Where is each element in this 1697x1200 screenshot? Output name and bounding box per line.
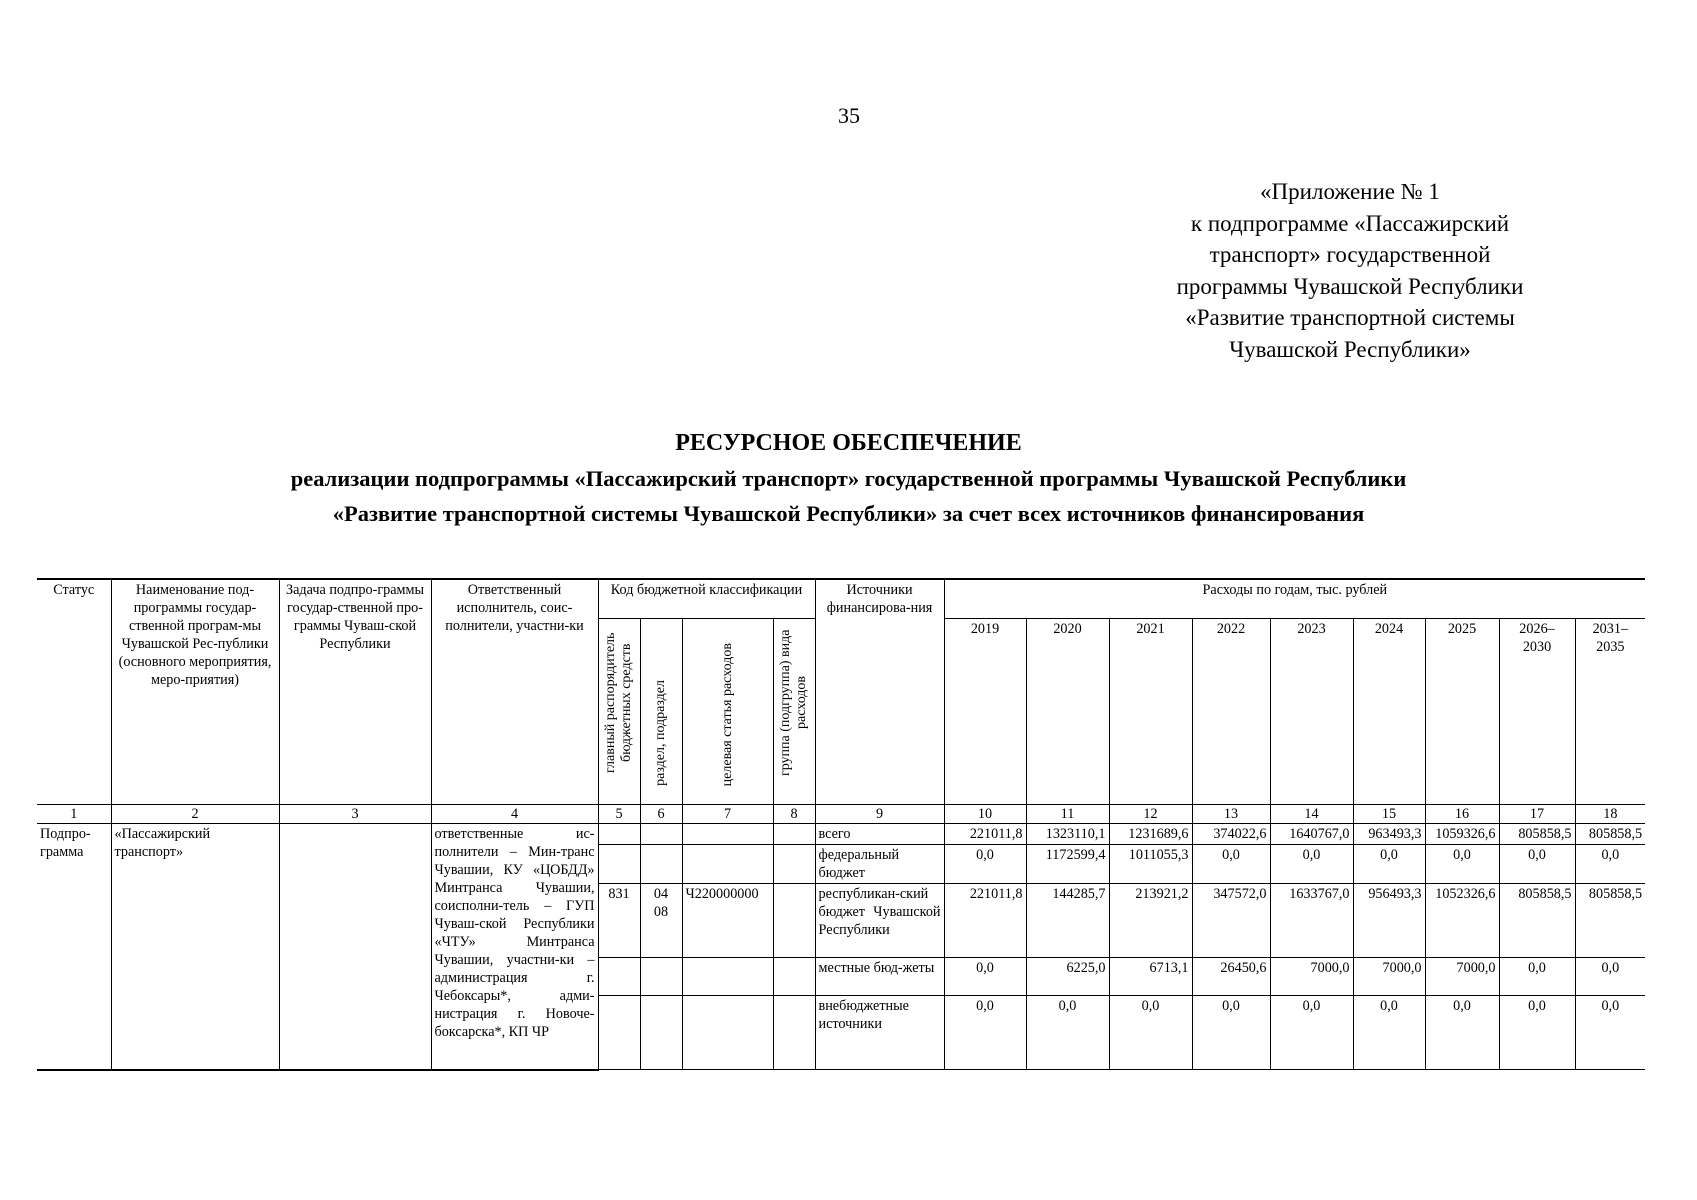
grbs-cell xyxy=(598,958,640,996)
header-year: 2023 xyxy=(1270,619,1353,805)
task-cell xyxy=(279,824,431,1070)
header-section: раздел, подраздел xyxy=(640,619,682,805)
value-cell: 0,0 xyxy=(1353,996,1425,1070)
column-number: 9 xyxy=(815,805,944,824)
status-cell: Подпро-грамма xyxy=(37,824,111,1070)
column-number: 6 xyxy=(640,805,682,824)
column-number: 5 xyxy=(598,805,640,824)
value-cell: 0,0 xyxy=(1109,996,1192,1070)
header-year: 2021 xyxy=(1109,619,1192,805)
target-cell xyxy=(682,996,773,1070)
source-cell: внебюджетные источники xyxy=(815,996,944,1070)
source-cell: федеральный бюджет xyxy=(815,845,944,884)
column-numbers-row xyxy=(37,805,1645,824)
value-cell: 1059326,6 xyxy=(1425,824,1499,845)
resource-table xyxy=(37,578,1645,1071)
grbs-cell xyxy=(598,996,640,1070)
value-cell: 963493,3 xyxy=(1353,824,1425,845)
column-number: 7 xyxy=(682,805,773,824)
value-cell: 144285,7 xyxy=(1026,884,1109,958)
group-cell xyxy=(773,884,815,958)
value-cell: 221011,8 xyxy=(944,824,1026,845)
value-cell: 1231689,6 xyxy=(1109,824,1192,845)
column-number: 1 xyxy=(37,805,111,824)
column-number: 17 xyxy=(1499,805,1575,824)
value-cell: 805858,5 xyxy=(1499,884,1575,958)
header-year: 2026– 2030 xyxy=(1499,619,1575,805)
value-cell: 1052326,6 xyxy=(1425,884,1499,958)
column-number: 15 xyxy=(1353,805,1425,824)
header-target: целевая статья расходов xyxy=(682,619,773,805)
header-year: 2022 xyxy=(1192,619,1270,805)
value-cell: 0,0 xyxy=(1425,845,1499,884)
column-number: 2 xyxy=(111,805,279,824)
value-cell: 213921,2 xyxy=(1109,884,1192,958)
section-cell xyxy=(640,845,682,884)
value-cell: 956493,3 xyxy=(1353,884,1425,958)
section-cell xyxy=(640,996,682,1070)
group-cell xyxy=(773,958,815,996)
group-cell xyxy=(773,824,815,845)
page-number: 35 xyxy=(838,103,860,128)
value-cell: 7000,0 xyxy=(1353,958,1425,996)
header-grbs: главный распорядитель бюджетных средств xyxy=(598,619,640,805)
header-status: Статус xyxy=(37,579,111,805)
appendix-note xyxy=(1150,176,1550,365)
value-cell: 0,0 xyxy=(1192,845,1270,884)
value-cell: 0,0 xyxy=(1575,996,1645,1070)
value-cell: 0,0 xyxy=(1499,996,1575,1070)
value-cell: 1633767,0 xyxy=(1270,884,1353,958)
value-cell: 0,0 xyxy=(944,845,1026,884)
section-cell xyxy=(640,958,682,996)
target-cell xyxy=(682,845,773,884)
value-cell: 0,0 xyxy=(1499,845,1575,884)
value-cell: 0,0 xyxy=(944,996,1026,1070)
value-cell: 1011055,3 xyxy=(1109,845,1192,884)
value-cell: 0,0 xyxy=(1026,996,1109,1070)
value-cell: 0,0 xyxy=(1575,845,1645,884)
header-sources: Источники финансирова-ния xyxy=(815,579,944,805)
value-cell: 0,0 xyxy=(1575,958,1645,996)
header-executor: Ответственный исполнитель, соис-полнители, участни-ки xyxy=(431,579,598,805)
value-cell: 1640767,0 xyxy=(1270,824,1353,845)
group-cell xyxy=(773,845,815,884)
target-cell xyxy=(682,958,773,996)
column-number: 8 xyxy=(773,805,815,824)
title-line-1: РЕСУРСНОЕ ОБЕСПЕЧЕНИЕ xyxy=(675,430,1022,456)
target-cell: Ч220000000 xyxy=(682,884,773,958)
column-number: 14 xyxy=(1270,805,1353,824)
value-cell: 347572,0 xyxy=(1192,884,1270,958)
column-number: 11 xyxy=(1026,805,1109,824)
group-cell xyxy=(773,996,815,1070)
value-cell: 0,0 xyxy=(1353,845,1425,884)
header-year: 2019 xyxy=(944,619,1026,805)
appendix-line: транспорт» государственной xyxy=(1209,242,1491,267)
source-cell: всего xyxy=(815,824,944,845)
appendix-line: к подпрограмме «Пассажирский xyxy=(1190,210,1510,236)
value-cell: 0,0 xyxy=(1270,845,1353,884)
value-cell: 805858,5 xyxy=(1575,884,1645,958)
appendix-line: Чувашской Республики» xyxy=(1229,336,1471,362)
appendix-line: «Развитие транспортной системы xyxy=(1185,305,1515,330)
appendix-line: программы Чувашской Республики xyxy=(1176,273,1524,299)
value-cell: 805858,5 xyxy=(1575,824,1645,845)
value-cell: 1323110,1 xyxy=(1026,824,1109,845)
value-cell: 805858,5 xyxy=(1499,824,1575,845)
appendix-line: «Приложение № 1 xyxy=(1260,179,1440,204)
document-title xyxy=(0,426,1697,531)
source-cell: республикан-ский бюджет Чувашской Республики xyxy=(815,884,944,958)
header-task: Задача подпро-граммы государ-ственной про-граммы Чуваш-ской Республики xyxy=(279,579,431,805)
header-row xyxy=(37,579,1645,619)
value-cell: 0,0 xyxy=(1270,996,1353,1070)
value-cell: 0,0 xyxy=(1499,958,1575,996)
header-budget-code: Код бюджетной классификации xyxy=(598,579,815,619)
value-cell: 221011,8 xyxy=(944,884,1026,958)
target-cell xyxy=(682,824,773,845)
header-year: 2031– 2035 xyxy=(1575,619,1645,805)
title-line-3: «Развитие транспортной системы Чувашской Республики» за счет всех источников финансирования xyxy=(332,501,1365,526)
header-name: Наименование под-программы государ-ственной програм-мы Чувашской Рес-публики (основного мероприятия, меро-приятия) xyxy=(111,579,279,805)
header-year: 2025 xyxy=(1425,619,1499,805)
column-number: 13 xyxy=(1192,805,1270,824)
value-cell: 6225,0 xyxy=(1026,958,1109,996)
value-cell: 374022,6 xyxy=(1192,824,1270,845)
grbs-cell xyxy=(598,824,640,845)
grbs-cell xyxy=(598,845,640,884)
name-cell: «Пассажирский транспорт» xyxy=(111,824,279,1070)
value-cell: 7000,0 xyxy=(1270,958,1353,996)
header-year: 2020 xyxy=(1026,619,1109,805)
value-cell: 0,0 xyxy=(944,958,1026,996)
value-cell: 1172599,4 xyxy=(1026,845,1109,884)
section-cell: 04 08 xyxy=(640,884,682,958)
column-number: 4 xyxy=(431,805,598,824)
source-cell: местные бюд-жеты xyxy=(815,958,944,996)
column-number: 12 xyxy=(1109,805,1192,824)
grbs-cell: 831 xyxy=(598,884,640,958)
value-cell: 6713,1 xyxy=(1109,958,1192,996)
header-year: 2024 xyxy=(1353,619,1425,805)
column-number: 16 xyxy=(1425,805,1499,824)
table-row xyxy=(37,824,1645,845)
column-number: 18 xyxy=(1575,805,1645,824)
value-cell: 0,0 xyxy=(1425,996,1499,1070)
header-group: группа (подгруппа) вида расходов xyxy=(773,619,815,805)
value-cell: 0,0 xyxy=(1192,996,1270,1070)
title-line-2: реализации подпрограммы «Пассажирский транспорт» государственной программы Чувашской Республики xyxy=(290,466,1407,491)
executor-cell: ответственные ис-полнители – Мин-транс Чувашии, КУ «ЦОБДД» Минтранса Чувашии, соисполни-тель – ГУП Чуваш-ской Республики «ЧТУ» Минтранса Чувашии, участни-ки – администрация г. Чебоксары*, адми-нистрация г. Новоче-боксарска*, КП ЧР xyxy=(431,824,598,1070)
header-expenses: Расходы по годам, тыс. рублей xyxy=(944,579,1645,619)
section-cell xyxy=(640,824,682,845)
column-number: 3 xyxy=(279,805,431,824)
value-cell: 26450,6 xyxy=(1192,958,1270,996)
column-number: 10 xyxy=(944,805,1026,824)
value-cell: 7000,0 xyxy=(1425,958,1499,996)
